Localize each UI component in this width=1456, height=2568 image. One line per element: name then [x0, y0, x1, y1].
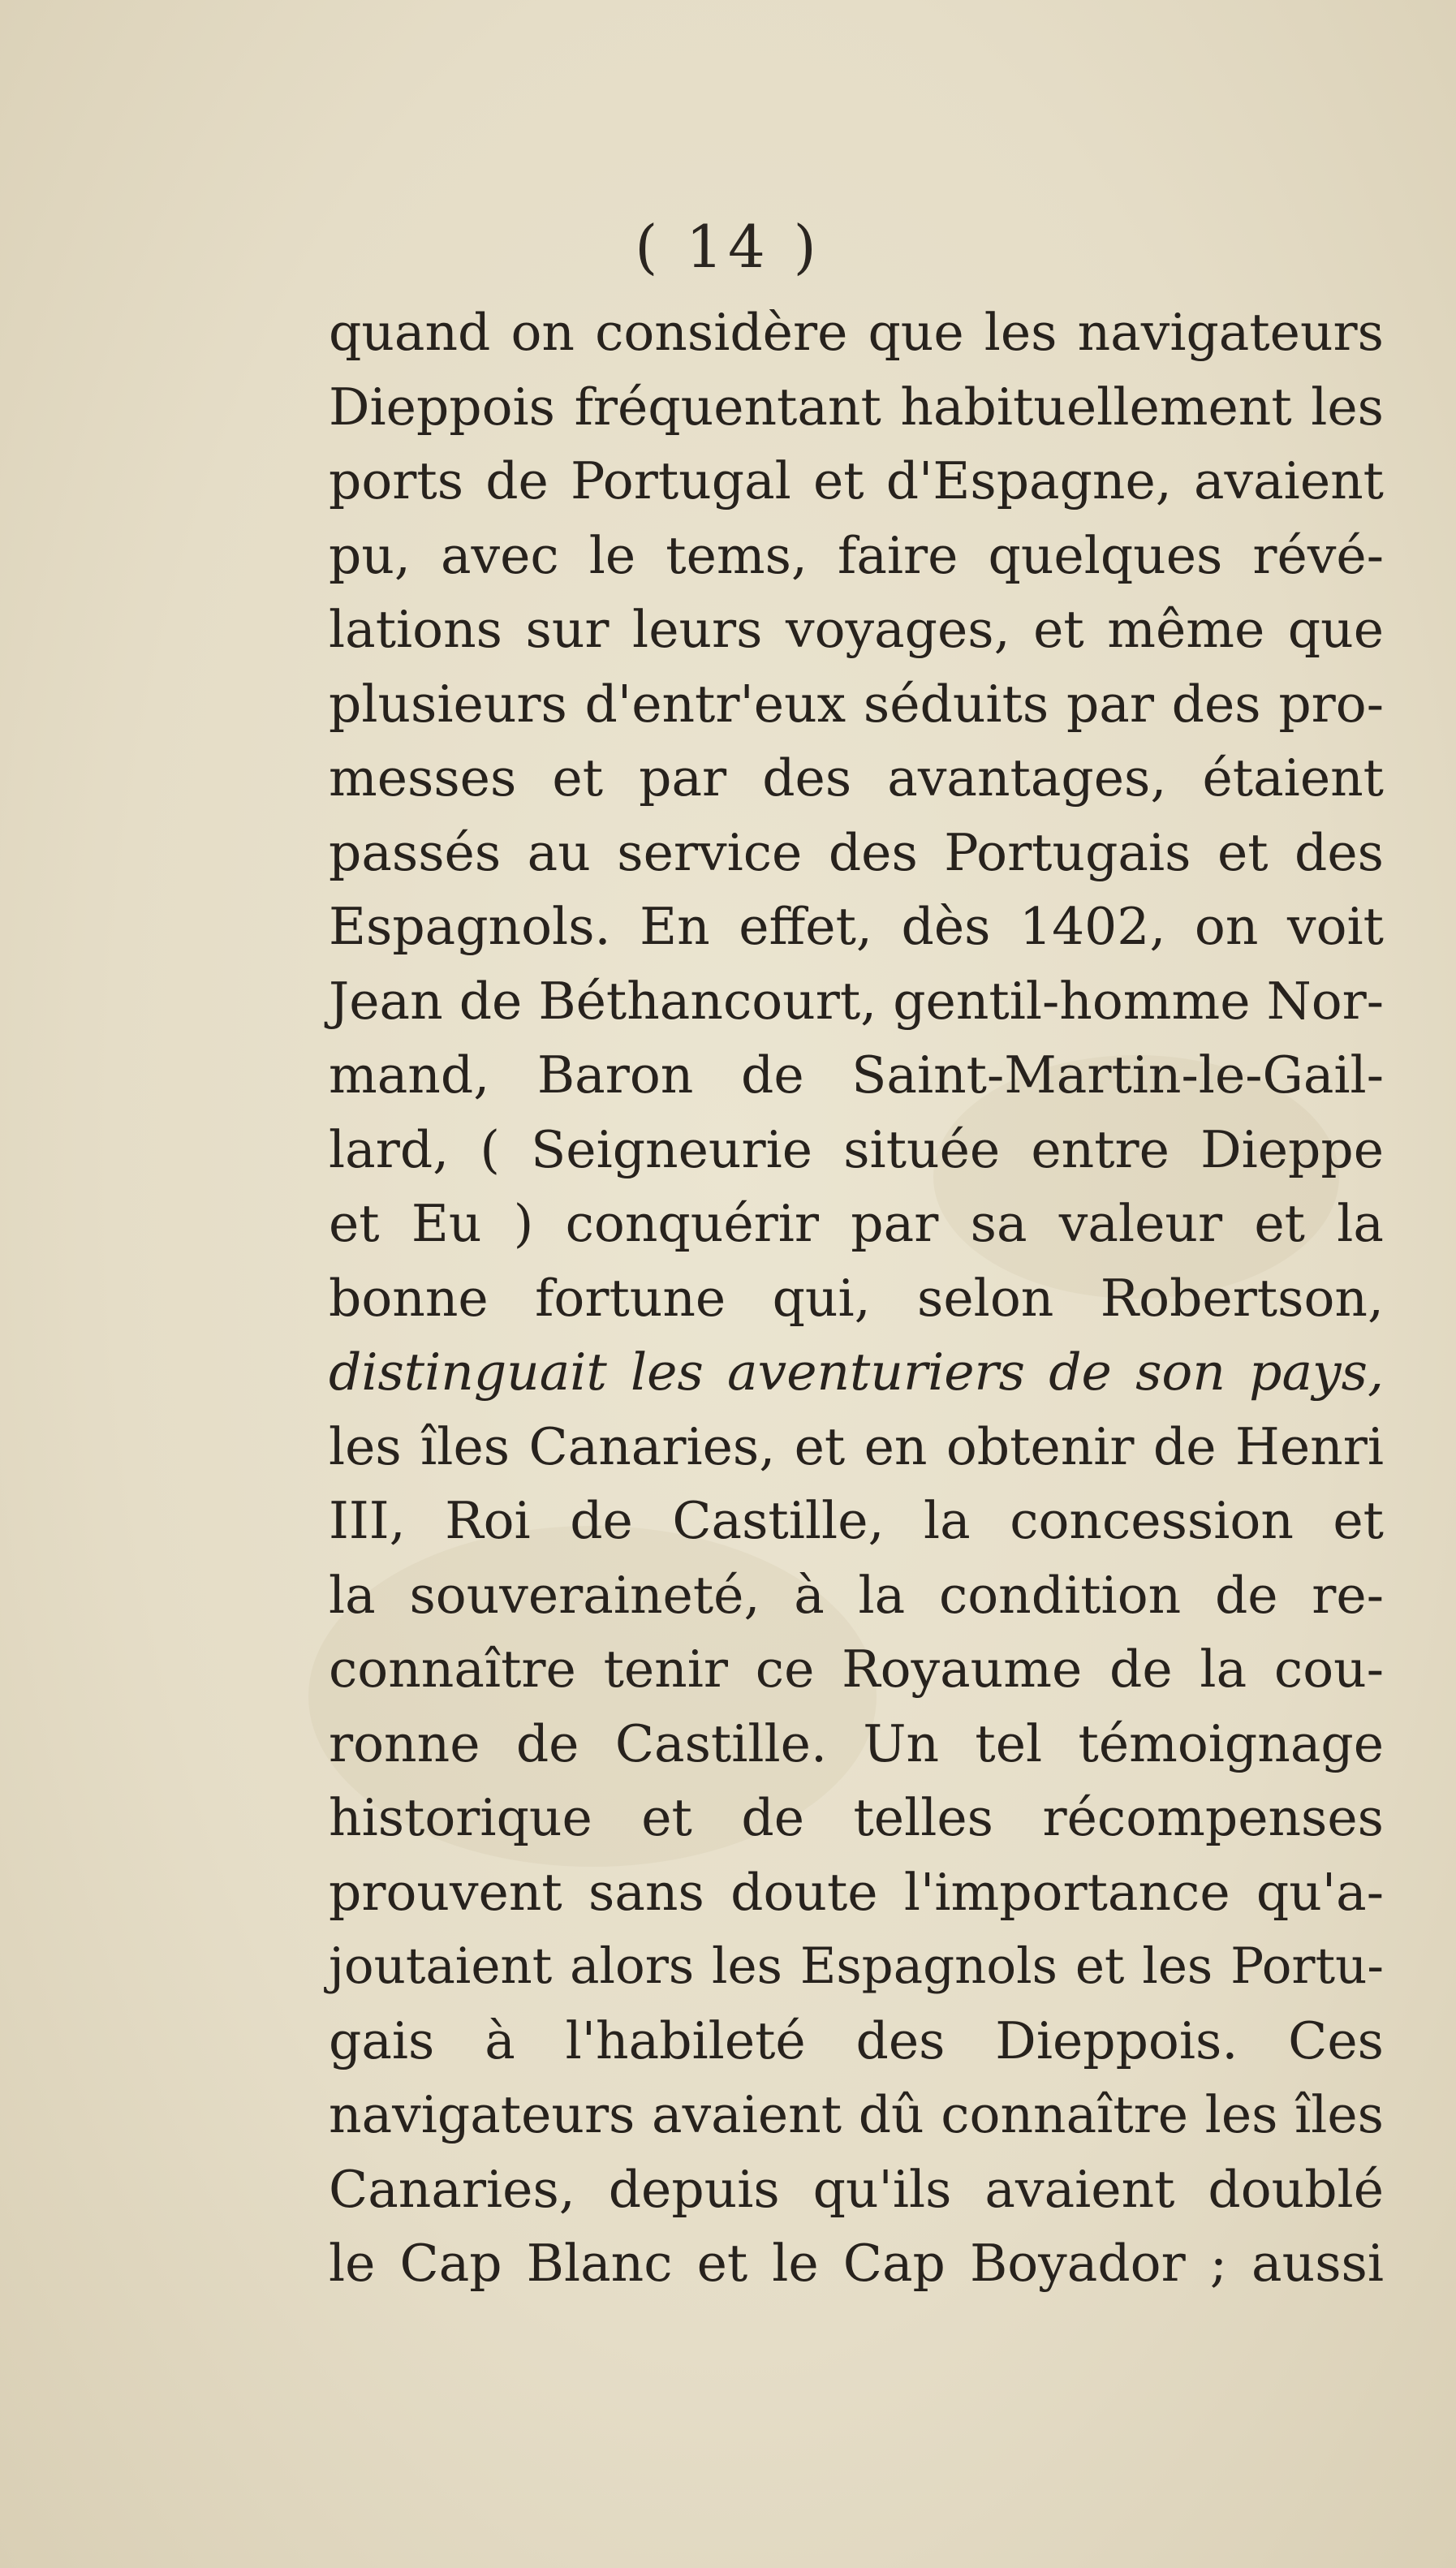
text-line: lations sur leurs voyages, et même que: [329, 600, 1384, 659]
text-line: ronne de Castille. Un tel témoignage: [329, 1713, 1384, 1773]
text-line: mand, Baron de Saint-Martin-le-Gail-: [329, 1045, 1384, 1105]
text-line: prouvent sans doute l'importance qu'a-: [329, 1862, 1384, 1922]
text-line: Dieppois fréquentant habituellement les: [329, 377, 1384, 437]
text-line: Espagnols. En effet, dès 1402, on voit: [329, 897, 1384, 956]
text-line: Jean de Béthancourt, gentil-homme Nor-: [329, 971, 1385, 1031]
text-line: messes et par des avantages, étaient: [329, 748, 1384, 808]
page-number: ( 14 ): [635, 213, 821, 281]
text-line: le Cap Blanc et le Cap Boyador ; aussi: [329, 2234, 1384, 2293]
text-line: bonne fortune qui, selon Robertson,: [329, 1268, 1384, 1328]
text-line: Canaries, depuis qu'ils avaient doublé: [329, 2159, 1384, 2219]
text-line: III, Roi de Castille, la concession et: [329, 1491, 1384, 1550]
text-line: passés au service des Portugais et des: [329, 822, 1384, 882]
text-line: quand on considère que les navigateurs: [329, 303, 1384, 362]
text-line: plusieurs d'entr'eux séduits par des pro-: [329, 674, 1384, 734]
text-line: navigateurs avaient dû connaître les îles: [329, 2085, 1384, 2144]
text-line: joutaient alors les Espagnols et les Portu-: [329, 1937, 1384, 1995]
text-line: les îles Canaries, et en obtenir de Henri: [329, 1416, 1384, 1476]
text-line: lard, ( Seigneurie située entre Dieppe: [329, 1119, 1384, 1179]
text-line: gais à l'habileté des Dieppois. Ces: [329, 2010, 1384, 2070]
text-line: la souveraineté, à la condition de re-: [329, 1565, 1384, 1625]
text-line: pu, avec le tems, faire quelques révé-: [329, 525, 1384, 585]
text-line: et Eu ) conquérir par sa valeur et la: [329, 1194, 1384, 1253]
body-text: [329, 295, 1384, 2301]
text-line: ports de Portugal et d'Espagne, avaient: [329, 451, 1384, 511]
text-line: distinguait les aventuriers de son pays,: [329, 1342, 1384, 1402]
text-line: connaître tenir ce Royaume de la cou-: [329, 1639, 1384, 1699]
text-line: historique et de telles récompenses: [329, 1788, 1384, 1847]
